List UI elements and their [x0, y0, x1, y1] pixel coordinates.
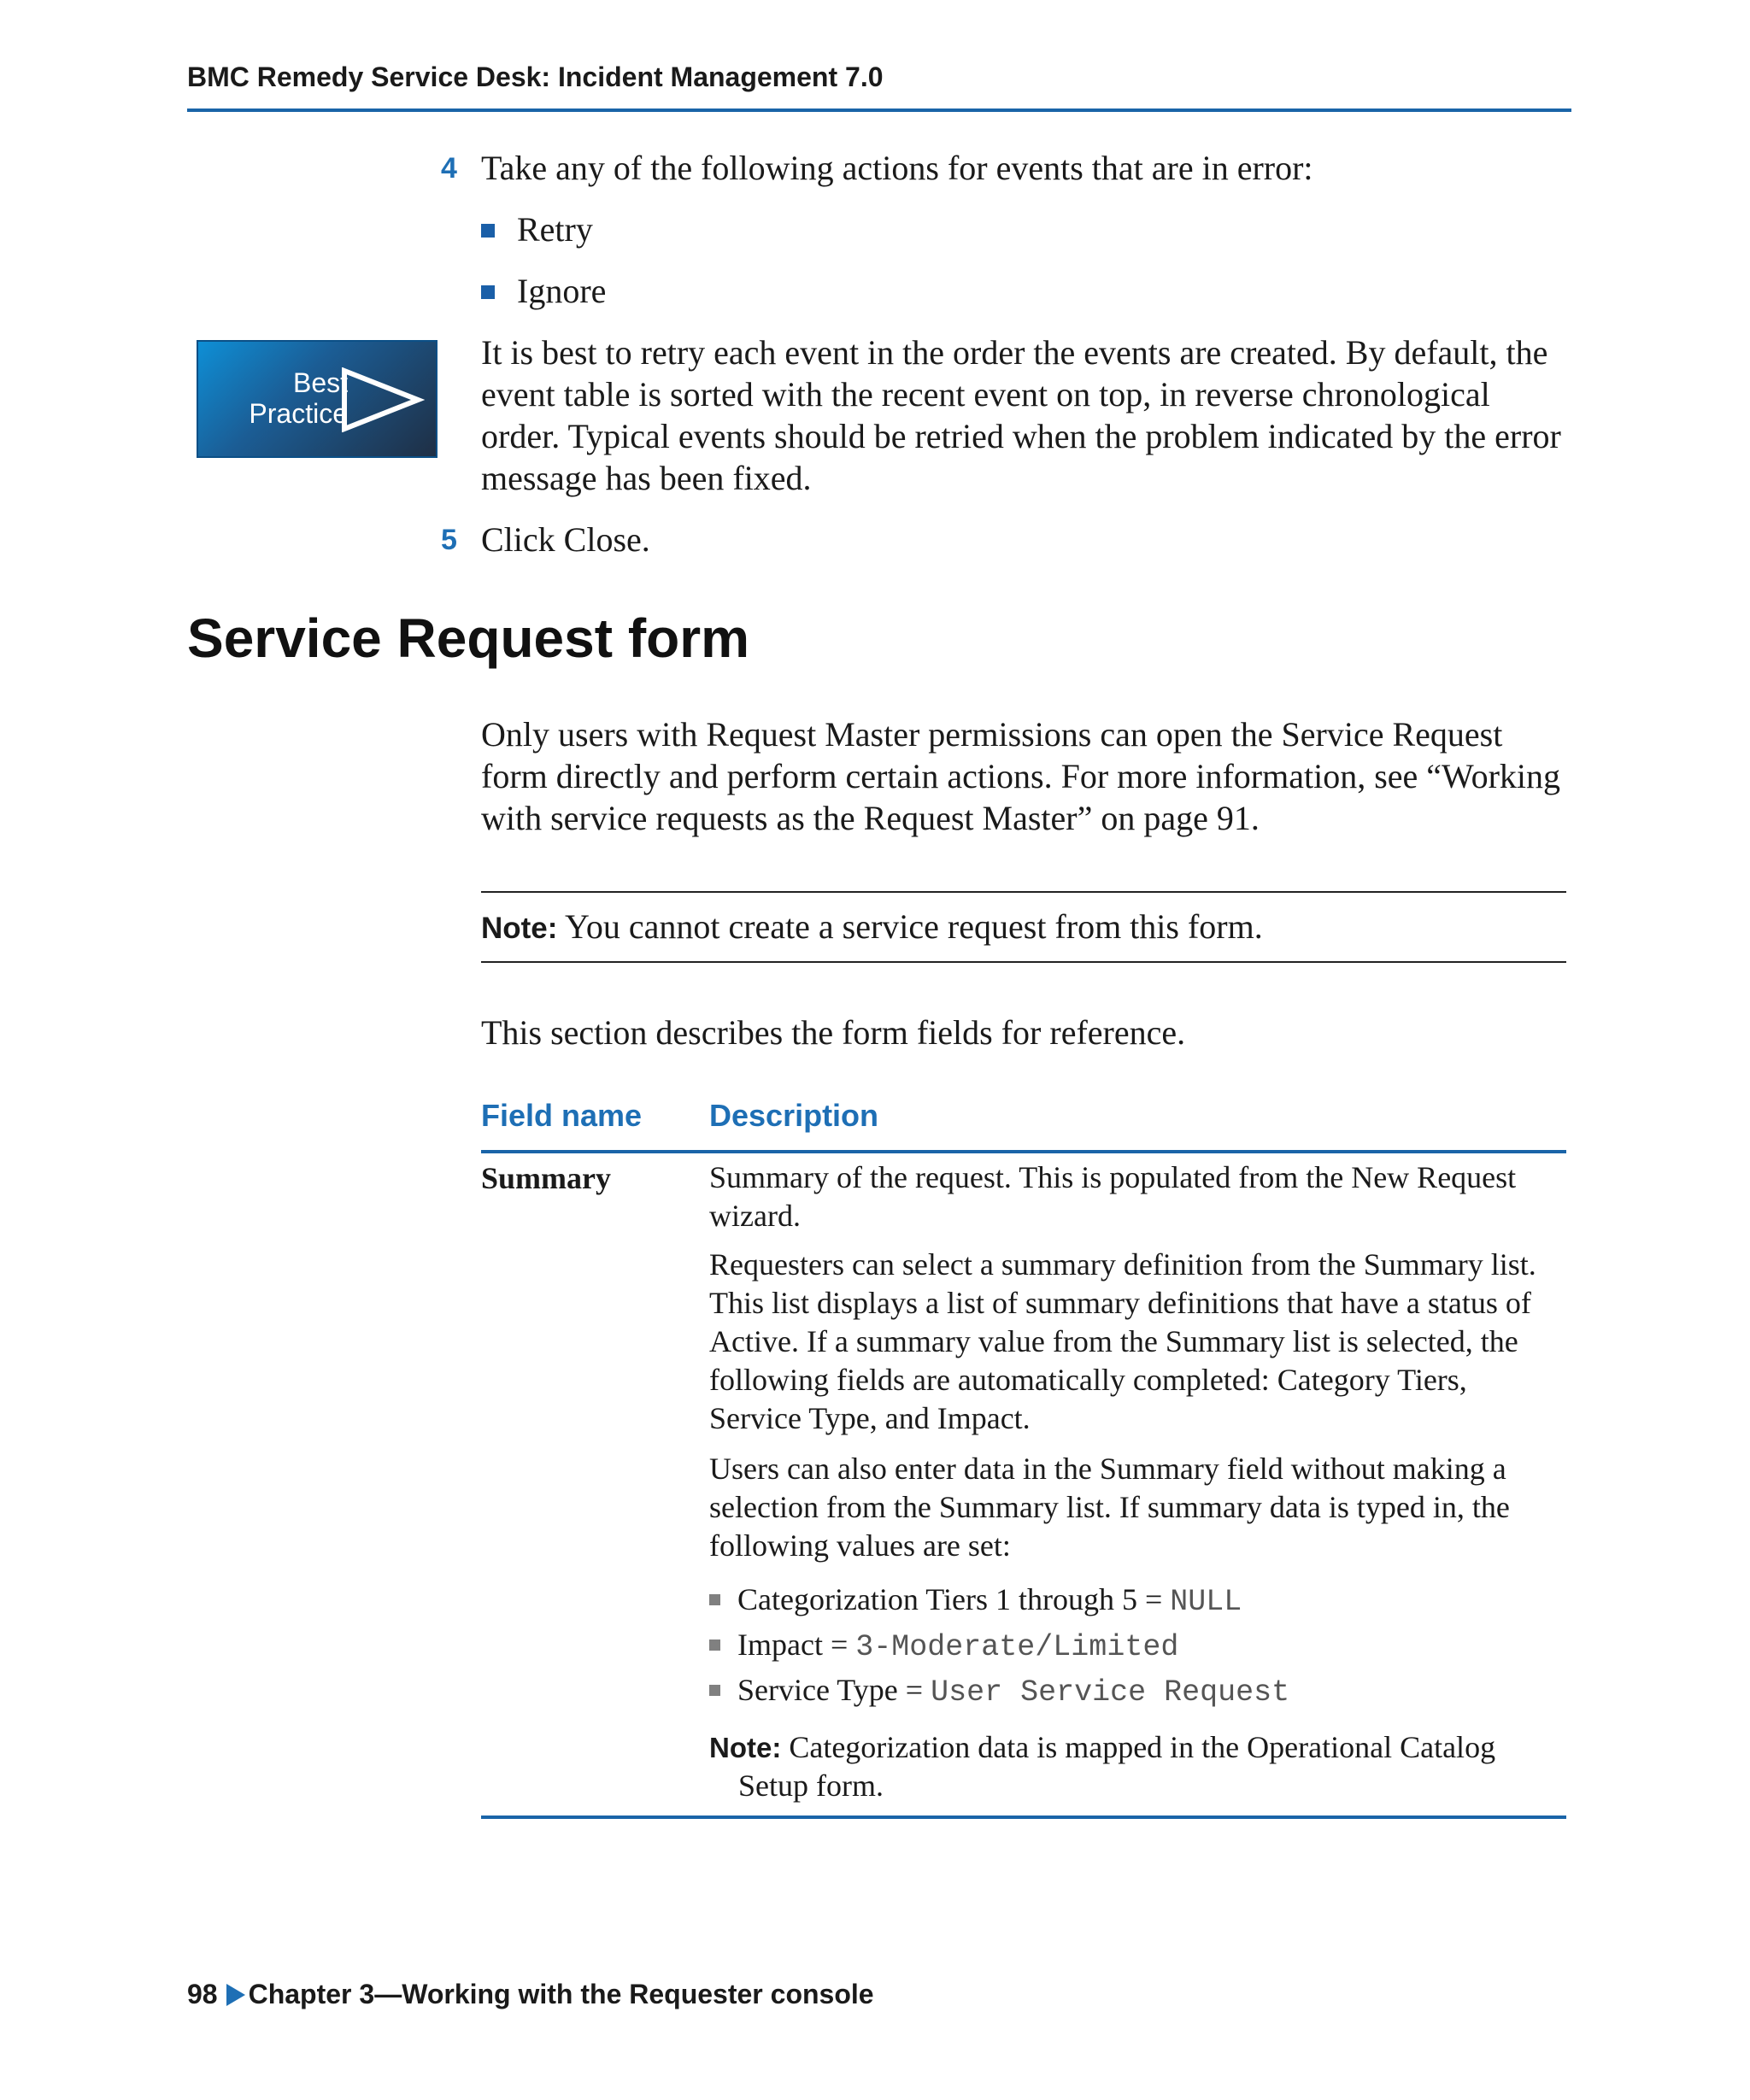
intro-paragraph — [481, 713, 1566, 839]
list-item-value: 3-Moderate/Limited — [855, 1630, 1179, 1664]
list-item — [709, 1625, 1178, 1667]
bullet-square-icon — [481, 285, 495, 299]
list-item-value: NULL — [1170, 1585, 1242, 1619]
triangle-right-icon — [226, 1984, 245, 2006]
bullet-square-icon — [709, 1594, 720, 1605]
section-title: Service Request form — [187, 607, 750, 669]
badge-line: Practice — [249, 398, 348, 429]
describes-paragraph — [481, 1012, 1566, 1053]
bullet-square-icon — [709, 1685, 720, 1696]
step-text: Click Close. — [481, 520, 650, 559]
list-item — [481, 208, 593, 251]
table-top-rule — [481, 1150, 1566, 1153]
list-item-value: User Service Request — [931, 1675, 1290, 1710]
table-field-name: Summary — [481, 1161, 611, 1195]
list-item-label: Service Type = — [737, 1673, 931, 1707]
note-text: You cannot create a service request from this form. — [557, 907, 1263, 946]
list-item-text: Ignore — [517, 272, 607, 310]
list-item — [709, 1580, 1242, 1622]
note-text: Categorization data is mapped in the Operational Catalog — [781, 1730, 1496, 1764]
list-item-label: Categorization Tiers 1 through 5 = — [737, 1582, 1171, 1616]
step-number: 5 — [441, 524, 457, 556]
paragraph: Requesters can select a summary definition from the Summary list. This list displays a list of summary definitions that have a status of Active. If a summary value from the Summary list is selected, the following fields are automatically completed: Category Tiers, Service Type, and Impact. — [709, 1247, 1536, 1435]
paragraph: Only users with Request Master permissions can open the Service Request form directly and perform certain actions. For more information, see “Working with service requests as the Request Master” on page 91. — [481, 715, 1561, 837]
note-label: Note: — [709, 1732, 782, 1763]
note-label: Note: — [481, 912, 558, 945]
list-item-text: Retry — [517, 210, 593, 249]
note-text-continued: Setup form. — [738, 1769, 884, 1803]
page-number: 98 — [187, 1979, 218, 2009]
table-description-p1 — [709, 1159, 1564, 1235]
list-item — [709, 1670, 1289, 1712]
best-practice-text — [481, 331, 1566, 499]
running-head: BMC Remedy Service Desk: Incident Management 7.0 — [187, 62, 884, 92]
best-practice-label — [215, 367, 348, 429]
header-rule — [187, 109, 1571, 112]
bullet-square-icon — [709, 1640, 720, 1651]
table-description-p2 — [709, 1246, 1564, 1438]
best-practice-badge — [197, 340, 438, 458]
table-header-field: Field name — [481, 1098, 643, 1133]
table-description-p3 — [709, 1450, 1564, 1565]
paragraph: Users can also enter data in the Summary field without making a selection from the Summary list. If summary data is typed in, the following values are set: — [709, 1452, 1510, 1563]
list-item-label: Impact = — [737, 1628, 856, 1662]
page-footer — [187, 1979, 874, 2010]
list-item — [481, 270, 606, 313]
chapter-title: Chapter 3—Working with the Requester console — [248, 1979, 874, 2009]
table-bottom-rule — [481, 1816, 1566, 1819]
table-header-description: Description — [709, 1098, 879, 1133]
paragraph: Summary of the request. This is populated from the New Request wizard. — [709, 1160, 1517, 1233]
paragraph: This section describes the form fields for reference. — [481, 1013, 1186, 1052]
note-box — [481, 891, 1566, 963]
step-number: 4 — [441, 152, 457, 185]
paragraph: It is best to retry each event in the order the events are created. By default, the event table is sorted with the recent event on top, in reverse chronological order. Typical events should be retried when the problem indicated by the error message has been fixed. — [481, 333, 1561, 497]
badge-line: Best — [292, 367, 348, 398]
play-arrow-icon — [339, 367, 425, 432]
table-note — [709, 1728, 1564, 1805]
step-text: Take any of the following actions for events that are in error: — [481, 149, 1313, 187]
bullet-square-icon — [481, 224, 495, 238]
